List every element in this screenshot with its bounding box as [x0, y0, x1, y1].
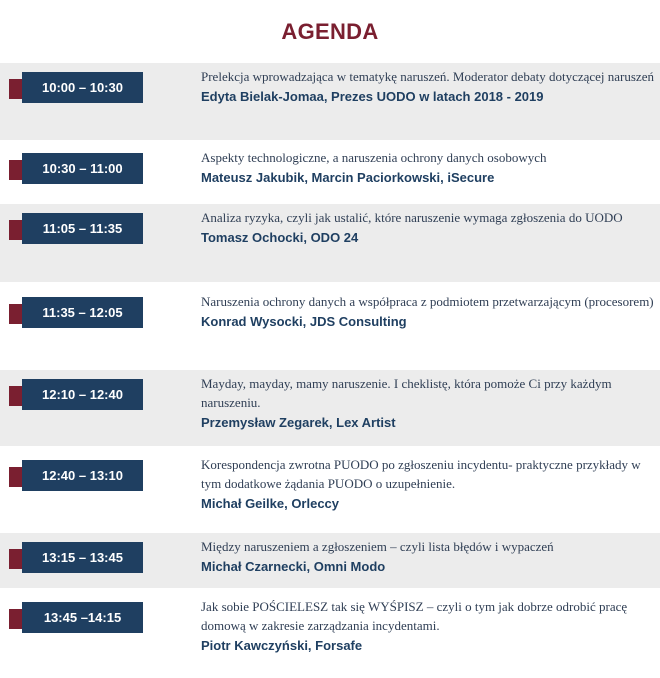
session-speaker: Edyta Bielak-Jomaa, Prezes UODO w latach 2018 - 2019: [201, 89, 544, 104]
session-speaker: Piotr Kawczyński, Forsafe: [201, 638, 363, 653]
agenda-item-content: [201, 537, 656, 576]
agenda-item: [0, 63, 660, 140]
time-badge: [9, 72, 143, 103]
time-label: 13:15 – 13:45: [22, 542, 143, 573]
agenda-item: [0, 288, 660, 366]
session-description: Analiza ryzyka, czyli jak ustalić, które naruszenie wymaga zgłoszenia do UODO: [201, 210, 623, 225]
time-label: 11:35 – 12:05: [22, 297, 143, 328]
agenda-item: [0, 204, 660, 282]
agenda-item-content: [201, 208, 656, 247]
time-label: 10:00 – 10:30: [22, 72, 143, 103]
session-description: Mayday, mayday, mamy naruszenie. I cheklistę, która pomoże Ci przy każdym naruszeniu.: [201, 376, 612, 410]
session-speaker: Konrad Wysocki, JDS Consulting: [201, 314, 407, 329]
time-badge: [9, 460, 143, 491]
time-badge: [9, 213, 143, 244]
agenda-title: AGENDA: [281, 19, 379, 44]
session-speaker: Przemysław Zegarek, Lex Artist: [201, 415, 396, 430]
time-label: 12:40 – 13:10: [22, 460, 143, 491]
session-description: Korespondencja zwrotna PUODO po zgłoszeniu incydentu- praktyczne przykłady w tym dodatkowe żądania PUODO o uzupełnienie.: [201, 457, 641, 491]
time-label: 10:30 – 11:00: [22, 153, 143, 184]
session-speaker: Michał Czarnecki, Omni Modo: [201, 559, 386, 574]
time-badge: [9, 153, 143, 184]
agenda-item: [0, 451, 660, 529]
agenda-item: [0, 593, 660, 671]
session-description: Prelekcja wprowadzająca w tematykę naruszeń. Moderator debaty dotyczącej naruszeń: [201, 69, 654, 84]
time-label: 13:45 –14:15: [22, 602, 143, 633]
session-description: Między naruszeniem a zgłoszeniem – czyli lista błędów i wypaczeń: [201, 539, 554, 554]
agenda-item: [0, 370, 660, 446]
agenda-item: [0, 533, 660, 588]
session-description: Naruszenia ochrony danych a współpraca z podmiotem przetwarzającym (procesorem): [201, 294, 654, 309]
agenda-item-content: [201, 148, 656, 187]
agenda-item-content: [201, 67, 656, 106]
agenda-item-content: [201, 455, 656, 513]
agenda-item: [0, 144, 660, 199]
session-description: Jak sobie POŚCIELESZ tak się WYŚPISZ – czyli o tym jak dobrze odrobić pracę domową w zakresie zarządzania incydentami.: [201, 599, 628, 633]
time-badge: [9, 602, 143, 633]
agenda-item-content: [201, 597, 656, 655]
session-speaker: Mateusz Jakubik, Marcin Paciorkowski, iSecure: [201, 170, 495, 185]
time-badge: [9, 542, 143, 573]
time-badge: [9, 379, 143, 410]
agenda-item-content: [201, 292, 656, 331]
time-label: 11:05 – 11:35: [22, 213, 143, 244]
session-description: Aspekty technologiczne, a naruszenia ochrony danych osobowych: [201, 150, 547, 165]
time-label: 12:10 – 12:40: [22, 379, 143, 410]
time-badge: [9, 297, 143, 328]
agenda-item-content: [201, 374, 656, 432]
session-speaker: Tomasz Ochocki, ODO 24: [201, 230, 359, 245]
session-speaker: Michał Geilke, Orleccy: [201, 496, 340, 511]
